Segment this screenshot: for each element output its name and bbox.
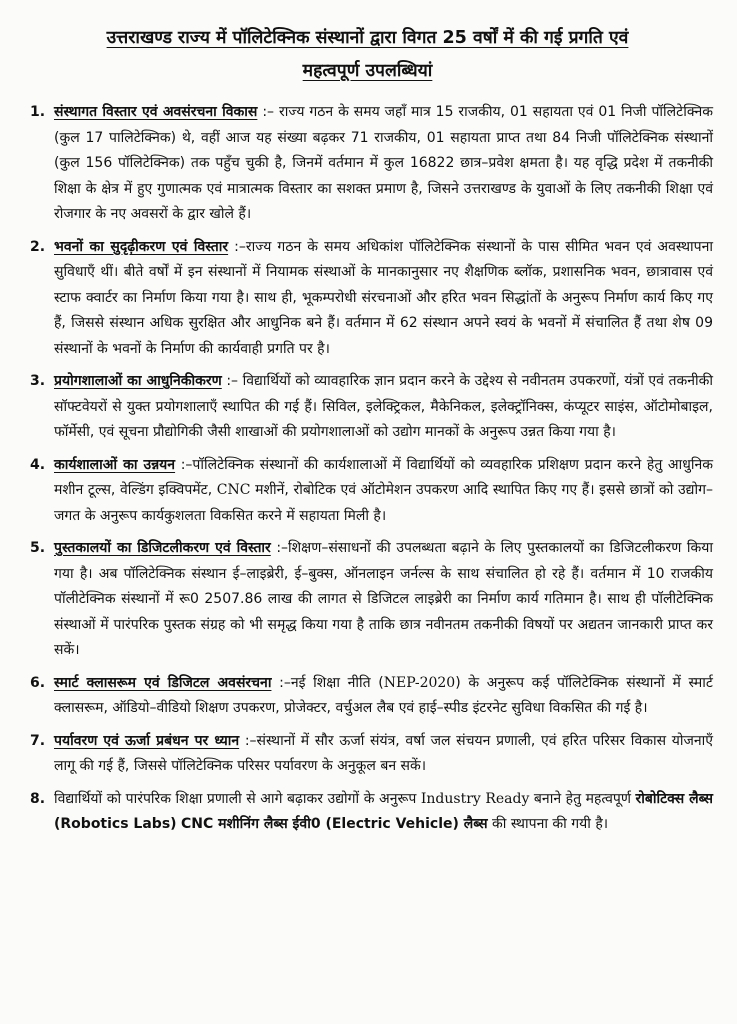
item-heading: भवनों का सुदृढ़ीकरण एवं विस्तार <box>54 238 229 255</box>
item-paragraph <box>54 100 713 228</box>
robotics-labs-term: रोबोटिक्स लैब्स (Robotics Labs) <box>54 790 713 832</box>
list-item-8 <box>22 787 713 838</box>
item-text-after: मशीनें, रोबोटिक एवं ऑटोमेशन उपकरण आदि स्थापित किए गए हैं। इससे छात्रों को उद्योग–जगत के अनुरूप कार्यकुशलता विकसित करने में सहायता मिली है। <box>54 482 713 524</box>
item-number: 8. <box>30 790 46 807</box>
item-heading: पर्यावरण एवं ऊर्जा प्रबंधन पर ध्यान <box>54 732 240 749</box>
item-text-after: ) के अनुरूप कई पॉलिटेक्निक संस्थानों में स्मार्ट क्लासरूम, ऑडियो–वीडियो शिक्षण उपकरण, प्रोजेक्टर, वर्चुअल लैब एवं हाई–स्पीड इंटरनेट सुविधा विकसित की गई है। <box>54 674 713 716</box>
item-heading: स्मार्ट क्लासरूम एवं डिजिटल अवसंरचना <box>54 674 272 691</box>
item-text-part1: विद्यार्थियों को पारंपरिक शिक्षा प्रणाली से आगे बढ़ाकर उद्योगों के अनुरूप <box>54 790 421 807</box>
industry-ready-term: Industry Ready <box>420 790 530 807</box>
achievements-list <box>22 100 713 838</box>
item-text: :– विद्यार्थियों को व्यावहारिक ज्ञान प्रदान करने के उद्देश्य से नवीनतम उपकरणों, यंत्रों एवं तकनीकी सॉफ्टवेयरों से युक्त प्रयोगशालाएँ स्थापित की गई हैं। सिविल, इलेक्ट्रिकल, मैकेनिकल, इलेक्ट्रॉनिक्स, कंप्यूटर साइंस, ऑटोमोबाइल, फॉर्मेसी, एवं सूचना प्रौद्योगिकी जैसी शाखाओं की प्रयोगशालाओं को उद्योग मानकों के अनुरूप उन्नत किया गया है। <box>54 373 713 440</box>
item-paragraph <box>54 453 713 530</box>
list-item-3 <box>22 369 713 446</box>
item-paragraph <box>54 671 713 722</box>
item-text-before: :–पॉलिटेक्निक संस्थानों की कार्यशालाओं में विद्यार्थियों को व्यवहारिक प्रशिक्षण प्रदान करने हेतु आधुनिक मशीन टूल्स, वेल्डिंग इक्विपमेंट, <box>54 456 714 498</box>
item-text: :–संस्थानों में सौर ऊर्जा संयंत्र, वर्षा जल संचयन प्रणाली, एवं हरित परिसर विकास योजनाएँ लागू की गई हैं, जिससे पॉलिटेक्निक परिसर पर्यावरण के अनुकूल बन सकें। <box>54 732 714 774</box>
list-item-4 <box>22 453 713 530</box>
item-number: 6. <box>30 674 46 691</box>
item-paragraph <box>54 369 713 446</box>
item-number: 2. <box>30 238 46 255</box>
item-text-before: :–नई शिक्षा नीति ( <box>279 674 384 691</box>
item-number: 5. <box>30 540 46 556</box>
title-line-2: महत्वपूर्ण उपलब्धियां <box>302 61 433 81</box>
cnc-term: CNC <box>216 482 251 498</box>
item-paragraph <box>54 729 713 780</box>
item-paragraph <box>54 787 713 838</box>
item-paragraph <box>54 235 713 363</box>
item-heading: पुस्तकालयों का डिजिटलीकरण एवं विस्तार <box>54 540 271 556</box>
cnc-ev-labs-term: CNC मशीनिंग लैब्स ईवी0 (Electric Vehicle) लैब्स <box>181 816 488 832</box>
list-item-7 <box>22 729 713 780</box>
item-number: 4. <box>30 456 46 473</box>
item-number: 7. <box>30 732 46 749</box>
list-item-6 <box>22 671 713 722</box>
document-title <box>22 22 713 88</box>
item-text: :–शिक्षण–संसाधनों की उपलब्धता बढ़ाने के लिए पुस्तकालयों का डिजिटलीकरण किया गया है। अब पॉलिटेक्निक संस्थान ई–लाइब्रेरी, ई–बुक्स, ऑनलाइन जर्नल्स के साथ संचालित हो रहे हैं। वर्तमान में 10 राजकीय पॉलीटेक्निक संस्थानों में रू0 2507.86 लाख की लागत से डिजिटल लाइब्रेरी का निर्माण कार्य गतिमान है। साथ ही पॉलीटेक्निक संस्थाओं में पारंपरिक पुस्तक संग्रह को भी समृद्ध किया गया है ताकि छात्र नवीनतम तकनीकी विषयों पर अद्यतन जानकारी प्राप्त कर सकें। <box>54 540 713 658</box>
item-number: 1. <box>30 104 46 120</box>
item-text-part4: की स्थापना की गयी है। <box>487 816 609 832</box>
list-item-1 <box>22 100 713 228</box>
item-heading: प्रयोगशालाओं का आधुनिकीकरण <box>54 373 222 389</box>
item-paragraph <box>54 536 713 664</box>
nep-term: NEP-2020 <box>383 674 456 691</box>
item-number: 3. <box>30 373 46 389</box>
list-item-5 <box>22 536 713 664</box>
item-text: :–राज्य गठन के समय अधिकांश पॉलिटेक्निक संस्थानों के पास सीमित भवन एवं अवस्थापना सुविधाएँ थीं। बीते वर्षों में इन संस्थानों में नियामक संस्थाओं के मानकानुसार नए शैक्षणिक ब्लॉक, प्रशासनिक भवन, छात्रावास एवं स्टाफ क्वार्टर का निर्माण किया गया है। साथ ही, भूकम्परोधी संरचनाओं और हरित भवन सिद्धांतों के अनुरूप निर्माण कार्य किए गए हैं, जिससे संस्थान अधिक सुरक्षित और आधुनिक बने हैं। वर्तमान में 62 संस्थान अपने स्वयं के भवनों में संचालित हैं तथा शेष 09 संस्थानों के भवनों के निर्माण की कार्यवाही प्रगति पर है। <box>54 238 714 357</box>
list-item-2 <box>22 235 713 363</box>
item-text: :– राज्य गठन के समय जहाँ मात्र 15 राजकीय, 01 सहायता एवं 01 निजी पॉलिटेक्निक (कुल 17 पालिटेक्निक) थे, वहीं आज यह संख्या बढ़कर 71 राजकीय, 01 सहायता प्राप्त तथा 84 निजी पॉलिटेक्निक संस्थानों (कुल 156 पॉलिटेक्निक) तक पहुँच चुकी है, जिनमें वर्तमान में कुल 16822 छात्र–प्रवेश क्षमता है। यह वृद्धि प्रदेश में तकनीकी शिक्षा के क्षेत्र में हुए गुणात्मक एवं मात्रात्मक विस्तार का सशक्त प्रमाण है, जिसने उत्तराखण्ड के युवाओं के लिए तकनीकी शिक्षा एवं रोजगार के नए अवसरों के द्वार खोले हैं। <box>54 104 714 222</box>
title-line-1: उत्तराखण्ड राज्य में पॉलिटेक्निक संस्थानों द्वारा विगत 25 वर्षों में की गई प्रगति एवं <box>106 28 629 48</box>
item-text-part2: बनाने हेतु महत्वपूर्ण <box>529 790 636 807</box>
item-heading: संस्थागत विस्तार एवं अवसंरचना विकास <box>54 104 258 120</box>
item-heading: कार्यशालाओं का उन्नयन <box>54 456 176 473</box>
